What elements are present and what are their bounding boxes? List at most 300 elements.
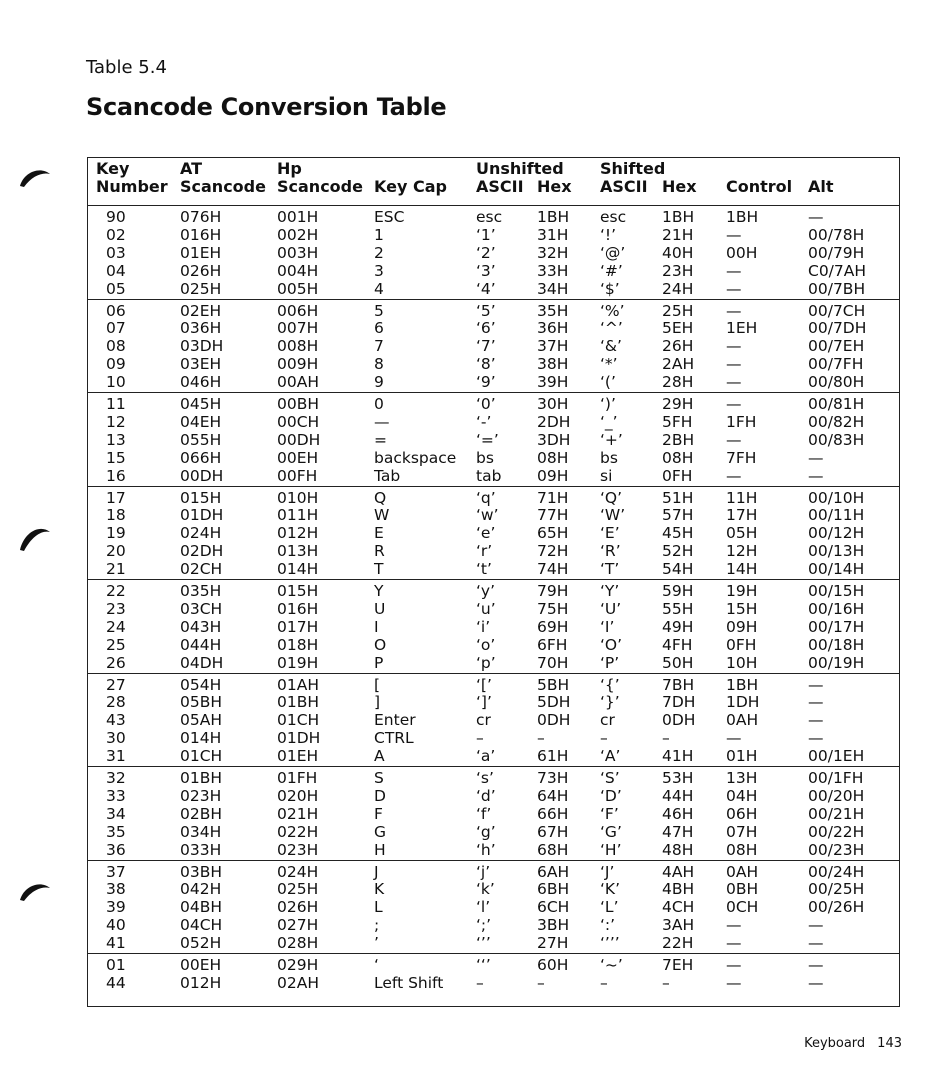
cell-hp-scancode: 023H: [277, 840, 319, 859]
cell-shifted-hex: 1BH: [662, 208, 695, 226]
cell-unshifted-hex: 08H: [537, 448, 569, 467]
cell-unshifted-hex: 32H: [537, 243, 569, 262]
cell-unshifted-ascii: ‘‘’: [476, 956, 491, 974]
cell-control: 05H: [726, 524, 758, 543]
cell-shifted-hex: 2BH: [662, 430, 695, 449]
cell-control: —: [726, 956, 742, 974]
cell-at-scancode: 054H: [180, 675, 222, 694]
cell-key-cap: D: [374, 786, 386, 805]
header-hp-scancode: Scancode: [277, 177, 363, 196]
table-row: [88, 863, 899, 881]
cell-key-cap: R: [374, 542, 385, 561]
cell-key-cap: backspace: [374, 448, 457, 467]
cell-unshifted-ascii: ‘w’: [476, 506, 499, 525]
table-header: [88, 158, 899, 206]
cell-unshifted-hex: 73H: [537, 769, 569, 787]
cell-at-scancode: 01BH: [180, 769, 223, 787]
cell-shifted-ascii: –: [600, 729, 608, 748]
row-group: [88, 767, 899, 861]
cell-at-scancode: 02DH: [180, 542, 224, 561]
row-group: [88, 580, 899, 674]
cell-shifted-hex: –: [662, 729, 670, 748]
table-row: [88, 431, 899, 449]
cell-unshifted-ascii: ‘6’: [476, 319, 496, 338]
cell-shifted-ascii: esc: [600, 208, 627, 226]
cell-control: —: [726, 430, 742, 449]
cell-unshifted-ascii: ‘2’: [476, 243, 496, 262]
cell-control: 00H: [726, 243, 758, 262]
cell-key-number: 05: [106, 279, 126, 298]
cell-alt: 00/22H: [808, 822, 865, 841]
cell-key-cap: E: [374, 524, 384, 543]
cell-unshifted-hex: 6CH: [537, 898, 570, 917]
cell-control: 1EH: [726, 319, 758, 338]
cell-key-cap: L: [374, 898, 383, 917]
cell-key-number: 04: [106, 261, 126, 280]
cell-key-number: 17: [106, 488, 126, 507]
cell-alt: 00/7DH: [808, 319, 867, 338]
cell-unshifted-ascii: ‘r’: [476, 542, 493, 561]
cell-shifted-hex: 4BH: [662, 880, 695, 899]
cell-at-scancode: 035H: [180, 582, 222, 600]
cell-shifted-hex: 51H: [662, 488, 694, 507]
cell-unshifted-ascii: ‘j’: [476, 862, 491, 881]
row-group: [88, 861, 899, 955]
cell-key-number: 18: [106, 506, 126, 525]
scancode-table: [87, 157, 900, 1007]
table-row: [88, 636, 899, 654]
cell-unshifted-ascii: ‘i’: [476, 617, 491, 636]
cell-shifted-hex: 22H: [662, 934, 694, 953]
cell-hp-scancode: 025H: [277, 880, 319, 899]
cell-control: —: [726, 916, 742, 935]
cell-unshifted-ascii: ‘q’: [476, 488, 496, 507]
cell-key-number: 37: [106, 862, 126, 881]
cell-unshifted-ascii: –: [476, 973, 484, 992]
cell-unshifted-ascii: ‘[’: [476, 675, 492, 694]
cell-shifted-ascii: ‘:’: [600, 916, 616, 935]
cell-unshifted-hex: 67H: [537, 822, 569, 841]
cell-at-scancode: 01CH: [180, 747, 223, 766]
cell-unshifted-hex: 37H: [537, 337, 569, 356]
cell-shifted-ascii: ‘F’: [600, 804, 619, 823]
cell-shifted-ascii: ‘P’: [600, 653, 620, 672]
cell-hp-scancode: 01FH: [277, 769, 318, 787]
cell-unshifted-hex: 6BH: [537, 880, 570, 899]
cell-key-number: 01: [106, 956, 126, 974]
cell-unshifted-hex: 75H: [537, 599, 569, 618]
cell-hp-scancode: 01AH: [277, 675, 319, 694]
cell-control: 09H: [726, 617, 758, 636]
cell-unshifted-hex: 1BH: [537, 208, 570, 226]
cell-control: 04H: [726, 786, 758, 805]
table-row: [88, 747, 899, 765]
cell-shifted-ascii: –: [600, 973, 608, 992]
cell-unshifted-ascii: ‘d’: [476, 786, 496, 805]
cell-key-number: 34: [106, 804, 126, 823]
cell-control: —: [726, 279, 742, 298]
cell-alt: 00/1FH: [808, 769, 864, 787]
cell-unshifted-ascii: ‘4’: [476, 279, 496, 298]
cell-shifted-ascii: ‘#’: [600, 261, 623, 280]
cell-key-number: 20: [106, 542, 126, 561]
cell-key-number: 16: [106, 466, 126, 485]
cell-at-scancode: 01DH: [180, 506, 224, 525]
cell-shifted-ascii: ‘U’: [600, 599, 622, 618]
header-alt: Alt: [808, 177, 834, 196]
cell-key-cap: F: [374, 804, 383, 823]
cell-key-cap: 8: [374, 355, 384, 374]
cell-unshifted-ascii: ‘9’: [476, 373, 496, 392]
cell-control: 1BH: [726, 208, 759, 226]
cell-alt: 00/83H: [808, 430, 865, 449]
cell-hp-scancode: 015H: [277, 582, 319, 600]
table-row: [88, 319, 899, 337]
cell-shifted-hex: 23H: [662, 261, 694, 280]
cell-key-number: 22: [106, 582, 126, 600]
table-row: [88, 524, 899, 542]
table-row: [88, 729, 899, 747]
cell-shifted-ascii: ‘*’: [600, 355, 618, 374]
cell-at-scancode: 026H: [180, 261, 222, 280]
cell-unshifted-hex: 72H: [537, 542, 569, 561]
cell-key-number: 19: [106, 524, 126, 543]
table-row: [88, 467, 899, 485]
cell-at-scancode: 04BH: [180, 898, 223, 917]
cell-at-scancode: 023H: [180, 786, 222, 805]
cell-key-cap: I: [374, 617, 379, 636]
cell-key-number: 26: [106, 653, 126, 672]
cell-control: —: [726, 373, 742, 392]
cell-key-number: 08: [106, 337, 126, 356]
cell-hp-scancode: 027H: [277, 916, 319, 935]
cell-control: 11H: [726, 488, 758, 507]
cell-alt: —: [808, 448, 824, 467]
cell-unshifted-hex: 79H: [537, 582, 569, 600]
cell-at-scancode: 066H: [180, 448, 222, 467]
table-row: [88, 582, 899, 600]
cell-shifted-hex: 50H: [662, 653, 694, 672]
cell-alt: 00/14H: [808, 560, 865, 579]
cell-control: 01H: [726, 747, 758, 766]
cell-hp-scancode: 003H: [277, 243, 319, 262]
cell-shifted-hex: 48H: [662, 840, 694, 859]
cell-shifted-ascii: ‘}’: [600, 693, 620, 712]
row-group: [88, 300, 899, 394]
cell-shifted-ascii: si: [600, 466, 613, 485]
cell-at-scancode: 045H: [180, 395, 222, 413]
row-group: [88, 487, 899, 581]
cell-key-cap: P: [374, 653, 384, 672]
cell-key-cap: ‘: [374, 956, 379, 974]
cell-hp-scancode: 001H: [277, 208, 319, 226]
cell-alt: 00/13H: [808, 542, 865, 561]
cell-unshifted-ascii: cr: [476, 711, 491, 730]
cell-shifted-ascii: ‘~’: [600, 956, 623, 974]
table-row: [88, 600, 899, 618]
cell-key-cap: 5: [374, 301, 384, 320]
cell-key-cap: CTRL: [374, 729, 414, 748]
cell-alt: 00/24H: [808, 862, 865, 881]
cell-hp-scancode: 01DH: [277, 729, 321, 748]
cell-alt: 00/10H: [808, 488, 865, 507]
cell-alt: 00/15H: [808, 582, 865, 600]
cell-alt: 00/1EH: [808, 747, 865, 766]
cell-unshifted-hex: 3BH: [537, 916, 570, 935]
cell-unshifted-hex: 65H: [537, 524, 569, 543]
table-row: [88, 506, 899, 524]
cell-shifted-hex: 4FH: [662, 635, 693, 654]
table-row: [88, 805, 899, 823]
cell-key-number: 25: [106, 635, 126, 654]
cell-unshifted-ascii: ‘s’: [476, 769, 494, 787]
row-group: [88, 674, 899, 768]
cell-alt: —: [808, 693, 824, 712]
cell-hp-scancode: 022H: [277, 822, 319, 841]
cell-hp-scancode: 01EH: [277, 747, 319, 766]
cell-shifted-hex: 5EH: [662, 319, 694, 338]
cell-at-scancode: 04DH: [180, 653, 224, 672]
cell-at-scancode: 076H: [180, 208, 222, 226]
cell-at-scancode: 042H: [180, 880, 222, 899]
cell-unshifted-ascii: ‘a’: [476, 747, 496, 766]
cell-key-number: 12: [106, 412, 126, 431]
cell-unshifted-ascii: ‘1’: [476, 225, 496, 244]
cell-at-scancode: 012H: [180, 973, 222, 992]
cell-control: 08H: [726, 840, 758, 859]
cell-control: —: [726, 395, 742, 413]
cell-shifted-hex: 59H: [662, 582, 694, 600]
cell-key-cap: 6: [374, 319, 384, 338]
cell-shifted-ascii: ‘T’: [600, 560, 620, 579]
table-row: [88, 244, 899, 262]
cell-key-number: 21: [106, 560, 126, 579]
cell-key-number: 13: [106, 430, 126, 449]
cell-control: 0BH: [726, 880, 759, 899]
cell-at-scancode: 02CH: [180, 560, 223, 579]
cell-control: —: [726, 973, 742, 992]
cell-at-scancode: 034H: [180, 822, 222, 841]
cell-at-scancode: 04CH: [180, 916, 223, 935]
cell-unshifted-hex: 38H: [537, 355, 569, 374]
cell-alt: 00/79H: [808, 243, 865, 262]
cell-control: 0AH: [726, 711, 759, 730]
cell-hp-scancode: 00CH: [277, 412, 320, 431]
cell-unshifted-hex: 09H: [537, 466, 569, 485]
cell-key-cap: ESC: [374, 208, 405, 226]
cell-control: 14H: [726, 560, 758, 579]
cell-key-cap: U: [374, 599, 386, 618]
header-at: AT: [180, 159, 203, 178]
cell-alt: 00/16H: [808, 599, 865, 618]
cell-shifted-ascii: ‘)’: [600, 395, 616, 413]
cell-hp-scancode: 026H: [277, 898, 319, 917]
cell-shifted-ascii: ‘J’: [600, 862, 615, 881]
cell-control: 0FH: [726, 635, 757, 654]
cell-alt: 00/7BH: [808, 279, 866, 298]
cell-hp-scancode: 00FH: [277, 466, 318, 485]
cell-key-number: 02: [106, 225, 126, 244]
cell-shifted-ascii: ‘K’: [600, 880, 621, 899]
cell-unshifted-ascii: ‘p’: [476, 653, 496, 672]
cell-shifted-hex: 26H: [662, 337, 694, 356]
cell-shifted-ascii: ‘A’: [600, 747, 621, 766]
table-row: [88, 711, 899, 729]
cell-shifted-hex: 44H: [662, 786, 694, 805]
table-row: [88, 373, 899, 391]
table-row: [88, 337, 899, 355]
cell-key-cap: 2: [374, 243, 384, 262]
cell-alt: 00/23H: [808, 840, 865, 859]
cell-hp-scancode: 00AH: [277, 373, 319, 392]
cell-key-number: 38: [106, 880, 126, 899]
cell-key-cap: 1: [374, 225, 384, 244]
cell-hp-scancode: 011H: [277, 506, 319, 525]
cell-control: 1BH: [726, 675, 759, 694]
cell-key-number: 28: [106, 693, 126, 712]
cell-hp-scancode: 006H: [277, 301, 319, 320]
cell-key-cap: 3: [374, 261, 384, 280]
cell-shifted-hex: 53H: [662, 769, 694, 787]
cell-hp-scancode: 004H: [277, 261, 319, 280]
cell-shifted-hex: 7BH: [662, 675, 695, 694]
header-shifted: Shifted: [600, 159, 666, 178]
cell-key-number: 30: [106, 729, 126, 748]
cell-shifted-hex: 47H: [662, 822, 694, 841]
cell-key-cap: O: [374, 635, 387, 654]
cell-shifted-ascii: ‘W’: [600, 506, 626, 525]
cell-hp-scancode: 01CH: [277, 711, 320, 730]
cell-at-scancode: 016H: [180, 225, 222, 244]
cell-alt: 00/7FH: [808, 355, 864, 374]
cell-shifted-ascii: cr: [600, 711, 615, 730]
cell-shifted-ascii: ‘{’: [600, 675, 620, 694]
cell-control: —: [726, 301, 742, 320]
cell-key-number: 32: [106, 769, 126, 787]
cell-shifted-ascii: ‘@’: [600, 243, 626, 262]
table-row: [88, 542, 899, 560]
table-row: [88, 280, 899, 298]
cell-key-cap: —: [374, 412, 390, 431]
footer-section: Keyboard: [804, 1036, 866, 1051]
cell-at-scancode: 043H: [180, 617, 222, 636]
table-row: [88, 654, 899, 672]
cell-control: 15H: [726, 599, 758, 618]
cell-control: 17H: [726, 506, 758, 525]
cell-shifted-ascii: ‘!’: [600, 225, 617, 244]
cell-shifted-hex: 49H: [662, 617, 694, 636]
cell-unshifted-hex: 77H: [537, 506, 569, 525]
cell-unshifted-ascii: ‘5’: [476, 301, 496, 320]
cell-hp-scancode: 019H: [277, 653, 319, 672]
cell-key-cap: ]: [374, 693, 381, 712]
cell-hp-scancode: 029H: [277, 956, 319, 974]
cell-shifted-ascii: ‘%’: [600, 301, 625, 320]
cell-shifted-hex: 40H: [662, 243, 694, 262]
cell-key-number: 31: [106, 747, 126, 766]
cell-alt: 00/7EH: [808, 337, 865, 356]
cell-shifted-ascii: bs: [600, 448, 618, 467]
cell-shifted-hex: 0FH: [662, 466, 693, 485]
cell-shifted-ascii: ‘H’: [600, 840, 622, 859]
cell-unshifted-ascii: ‘0’: [476, 395, 496, 413]
cell-hp-scancode: 008H: [277, 337, 319, 356]
cell-hp-scancode: 013H: [277, 542, 319, 561]
cell-unshifted-hex: 39H: [537, 373, 569, 392]
cell-unshifted-ascii: ‘-’: [476, 412, 492, 431]
cell-unshifted-ascii: ‘o’: [476, 635, 496, 654]
cell-at-scancode: 00DH: [180, 466, 224, 485]
cell-key-number: 15: [106, 448, 126, 467]
cell-key-number: 90: [106, 208, 126, 226]
cell-unshifted-ascii: ‘7’: [476, 337, 496, 356]
cell-shifted-hex: 3AH: [662, 916, 695, 935]
cell-shifted-ascii: ‘S’: [600, 769, 620, 787]
cell-shifted-hex: 2AH: [662, 355, 695, 374]
cell-control: 13H: [726, 769, 758, 787]
cell-at-scancode: 046H: [180, 373, 222, 392]
cell-unshifted-hex: –: [537, 973, 545, 992]
cell-key-number: 23: [106, 599, 126, 618]
cell-key-cap: J: [374, 862, 379, 881]
cell-unshifted-hex: 61H: [537, 747, 569, 766]
cell-unshifted-hex: 0DH: [537, 711, 571, 730]
cell-key-cap: 7: [374, 337, 384, 356]
cell-alt: —: [808, 973, 824, 992]
cell-alt: 00/7CH: [808, 301, 866, 320]
cell-alt: —: [808, 711, 824, 730]
cell-shifted-ascii: ‘O’: [600, 635, 623, 654]
table-number: Table 5.4: [86, 57, 167, 78]
cell-hp-scancode: 005H: [277, 279, 319, 298]
cell-key-number: 27: [106, 675, 126, 694]
cell-key-number: 41: [106, 934, 126, 953]
cell-unshifted-hex: 31H: [537, 225, 569, 244]
cell-key-number: 39: [106, 898, 126, 917]
cell-unshifted-hex: 6FH: [537, 635, 568, 654]
cell-alt: —: [808, 916, 824, 935]
cell-at-scancode: 044H: [180, 635, 222, 654]
cell-control: —: [726, 355, 742, 374]
page-footer: [792, 1036, 902, 1051]
cell-key-number: 07: [106, 319, 126, 338]
cell-key-cap: ;: [374, 916, 380, 935]
cell-hp-scancode: 021H: [277, 804, 319, 823]
cell-at-scancode: 03CH: [180, 599, 223, 618]
cell-unshifted-hex: 5BH: [537, 675, 570, 694]
cell-hp-scancode: 028H: [277, 934, 319, 953]
table-row: [88, 449, 899, 467]
cell-key-cap: Enter: [374, 711, 416, 730]
cell-alt: C0/7AH: [808, 261, 867, 280]
cell-control: 10H: [726, 653, 758, 672]
cell-shifted-ascii: ‘Q’: [600, 488, 623, 507]
cell-alt: 00/26H: [808, 898, 865, 917]
cell-unshifted-hex: 68H: [537, 840, 569, 859]
cell-control: —: [726, 337, 742, 356]
cell-hp-scancode: 018H: [277, 635, 319, 654]
cell-at-scancode: 00EH: [180, 956, 222, 974]
cell-unshifted-hex: 70H: [537, 653, 569, 672]
cell-hp-scancode: 007H: [277, 319, 319, 338]
cell-at-scancode: 03BH: [180, 862, 223, 881]
cell-unshifted-hex: 74H: [537, 560, 569, 579]
cell-key-number: 36: [106, 840, 126, 859]
cell-at-scancode: 05AH: [180, 711, 222, 730]
cell-alt: —: [808, 675, 824, 694]
cell-shifted-hex: –: [662, 973, 670, 992]
cell-hp-scancode: 00BH: [277, 395, 320, 413]
